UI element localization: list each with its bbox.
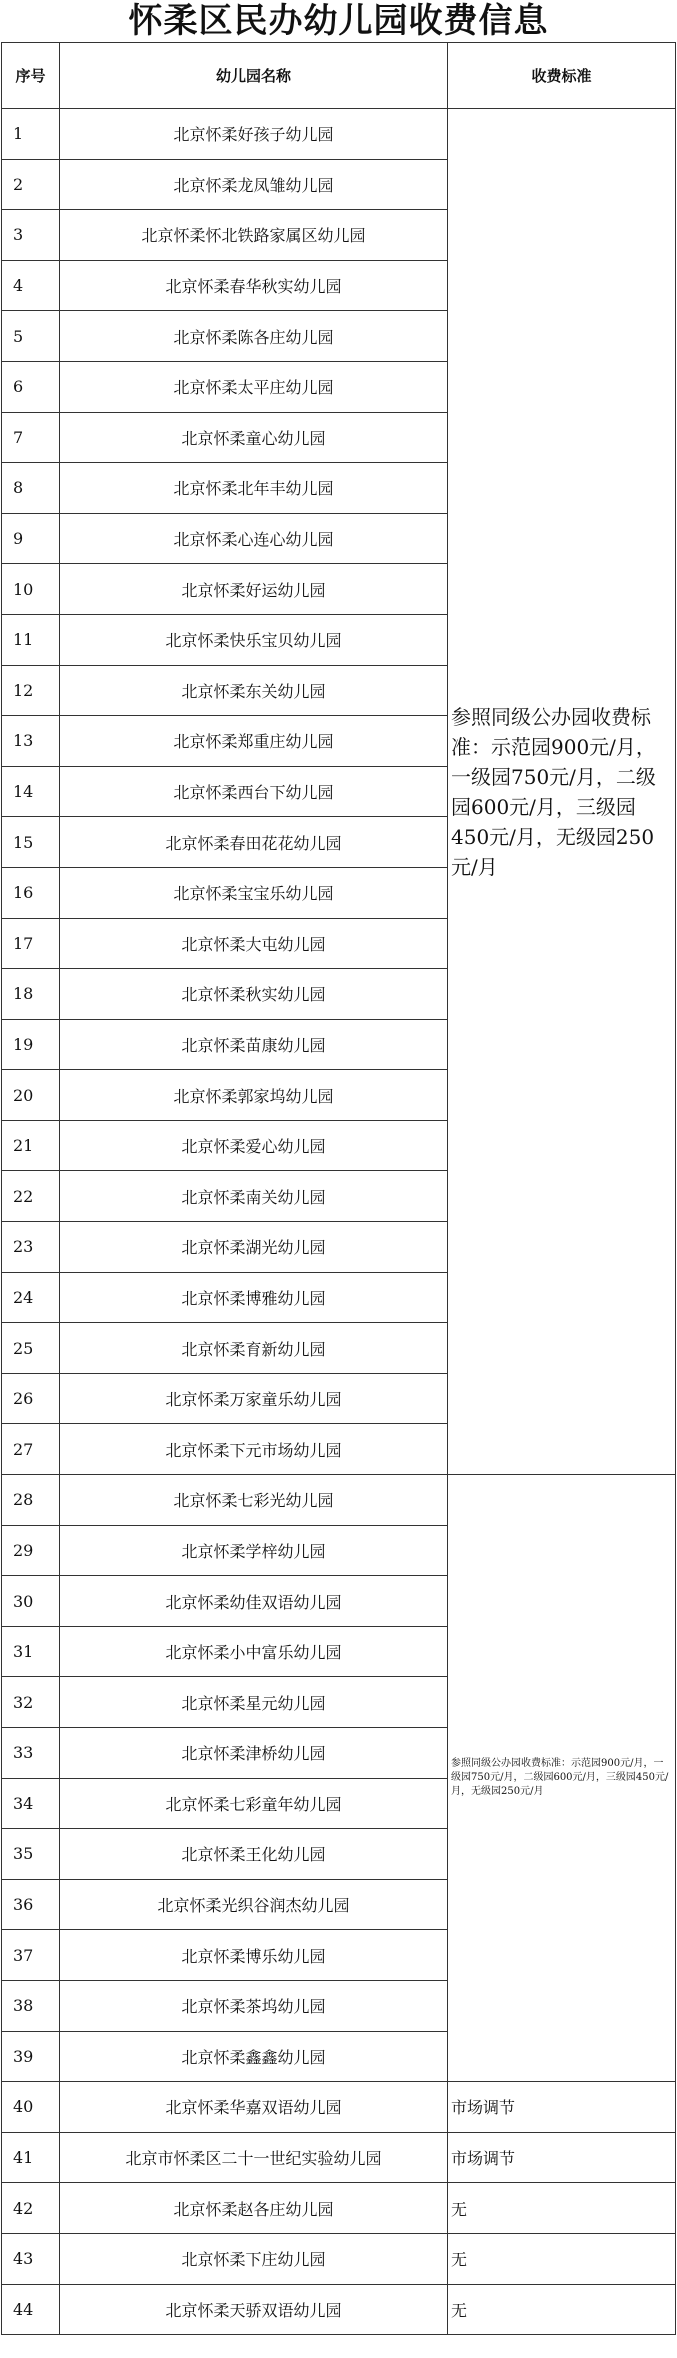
row-number: 42 (2, 2183, 60, 2234)
row-number: 14 (2, 766, 60, 817)
kindergarten-name: 北京怀柔小中富乐幼儿园 (60, 1626, 448, 1677)
table-row (2, 2183, 676, 2234)
kindergarten-name: 北京怀柔西台下幼儿园 (60, 766, 448, 817)
row-number: 16 (2, 867, 60, 918)
kindergarten-name: 北京怀柔星元幼儿园 (60, 1677, 448, 1728)
kindergarten-name: 北京怀柔东关幼儿园 (60, 665, 448, 716)
row-number: 40 (2, 2082, 60, 2133)
row-number: 23 (2, 1222, 60, 1273)
kindergarten-name: 北京怀柔万家童乐幼儿园 (60, 1373, 448, 1424)
row-number: 17 (2, 918, 60, 969)
kindergarten-name: 北京怀柔陈各庄幼儿园 (60, 311, 448, 362)
kindergarten-name: 北京怀柔好运幼儿园 (60, 564, 448, 615)
kindergarten-name: 北京怀柔秋实幼儿园 (60, 969, 448, 1020)
row-number: 24 (2, 1272, 60, 1323)
table-row (2, 2233, 676, 2284)
header-name: 幼儿园名称 (60, 43, 448, 109)
kindergarten-name: 北京怀柔龙凤雏幼儿园 (60, 159, 448, 210)
row-number: 9 (2, 513, 60, 564)
kindergarten-name: 北京怀柔博乐幼儿园 (60, 1930, 448, 1981)
row-number: 1 (2, 109, 60, 160)
row-number: 38 (2, 1980, 60, 2031)
kindergarten-name: 北京怀柔七彩童年幼儿园 (60, 1778, 448, 1829)
fee-standard: 市场调节 (448, 2082, 676, 2133)
row-number: 22 (2, 1171, 60, 1222)
fee-standard: 无 (448, 2233, 676, 2284)
kindergarten-name: 北京怀柔博雅幼儿园 (60, 1272, 448, 1323)
kindergarten-name: 北京怀柔怀北铁路家属区幼儿园 (60, 210, 448, 261)
row-number: 32 (2, 1677, 60, 1728)
kindergarten-name: 北京怀柔下元市场幼儿园 (60, 1424, 448, 1475)
kindergarten-name: 北京怀柔湖光幼儿园 (60, 1222, 448, 1273)
fee-standard: 无 (448, 2183, 676, 2234)
header-no: 序号 (2, 43, 60, 109)
kindergarten-name: 北京怀柔童心幼儿园 (60, 412, 448, 463)
row-number: 13 (2, 716, 60, 767)
row-number: 28 (2, 1475, 60, 1526)
row-number: 19 (2, 1019, 60, 1070)
fee-table (1, 42, 676, 2335)
kindergarten-name: 北京怀柔宝宝乐幼儿园 (60, 867, 448, 918)
row-number: 31 (2, 1626, 60, 1677)
table-row (2, 109, 676, 160)
kindergarten-name: 北京怀柔茶坞幼儿园 (60, 1980, 448, 2031)
row-number: 44 (2, 2284, 60, 2335)
kindergarten-name: 北京怀柔七彩光幼儿园 (60, 1475, 448, 1526)
row-number: 12 (2, 665, 60, 716)
kindergarten-name: 北京怀柔春华秋实幼儿园 (60, 260, 448, 311)
table-body (2, 109, 676, 2335)
kindergarten-name: 北京市怀柔区二十一世纪实验幼儿园 (60, 2132, 448, 2183)
row-number: 41 (2, 2132, 60, 2183)
row-number: 43 (2, 2233, 60, 2284)
row-number: 10 (2, 564, 60, 615)
row-number: 15 (2, 817, 60, 868)
fee-standard: 市场调节 (448, 2132, 676, 2183)
row-number: 39 (2, 2031, 60, 2082)
row-number: 27 (2, 1424, 60, 1475)
kindergarten-name: 北京怀柔心连心幼儿园 (60, 513, 448, 564)
row-number: 25 (2, 1323, 60, 1374)
kindergarten-name: 北京怀柔郑重庄幼儿园 (60, 716, 448, 767)
fee-standard: 无 (448, 2284, 676, 2335)
kindergarten-name: 北京怀柔爱心幼儿园 (60, 1120, 448, 1171)
kindergarten-name: 北京怀柔津桥幼儿园 (60, 1728, 448, 1779)
kindergarten-name: 北京怀柔北年丰幼儿园 (60, 463, 448, 514)
row-number: 35 (2, 1829, 60, 1880)
row-number: 30 (2, 1576, 60, 1627)
kindergarten-name: 北京怀柔下庄幼儿园 (60, 2233, 448, 2284)
kindergarten-name: 北京怀柔春田花花幼儿园 (60, 817, 448, 868)
row-number: 8 (2, 463, 60, 514)
table-row (2, 2132, 676, 2183)
fee-standard: 参照同级公办园收费标准：示范园900元/月，一级园750元/月，二级园600元/月，三级园450元/月，无级园250元/月 (448, 109, 676, 1475)
row-number: 33 (2, 1728, 60, 1779)
row-number: 2 (2, 159, 60, 210)
row-number: 5 (2, 311, 60, 362)
header-fee: 收费标准 (448, 43, 676, 109)
kindergarten-name: 北京怀柔好孩子幼儿园 (60, 109, 448, 160)
table-header-row (2, 43, 676, 109)
row-number: 34 (2, 1778, 60, 1829)
kindergarten-name: 北京怀柔王化幼儿园 (60, 1829, 448, 1880)
kindergarten-name: 北京怀柔南关幼儿园 (60, 1171, 448, 1222)
row-number: 21 (2, 1120, 60, 1171)
kindergarten-name: 北京怀柔天骄双语幼儿园 (60, 2284, 448, 2335)
kindergarten-name: 北京怀柔学梓幼儿园 (60, 1525, 448, 1576)
kindergarten-name: 北京怀柔华嘉双语幼儿园 (60, 2082, 448, 2133)
row-number: 6 (2, 361, 60, 412)
row-number: 36 (2, 1879, 60, 1930)
table-row (2, 2082, 676, 2133)
table-row (2, 1475, 676, 1526)
page-title: 怀柔区民办幼儿园收费信息 (128, 1, 549, 41)
kindergarten-name: 北京怀柔鑫鑫幼儿园 (60, 2031, 448, 2082)
kindergarten-name: 北京怀柔郭家坞幼儿园 (60, 1070, 448, 1121)
fee-standard: 参照同级公办园收费标准：示范园900元/月，一级园750元/月，二级园600元/月，三级园450元/月，无级园250元/月 (448, 1475, 676, 2082)
row-number: 18 (2, 969, 60, 1020)
kindergarten-name: 北京怀柔快乐宝贝幼儿园 (60, 614, 448, 665)
kindergarten-name: 北京怀柔苗康幼儿园 (60, 1019, 448, 1070)
row-number: 26 (2, 1373, 60, 1424)
kindergarten-name: 北京怀柔幼佳双语幼儿园 (60, 1576, 448, 1627)
row-number: 4 (2, 260, 60, 311)
kindergarten-name: 北京怀柔育新幼儿园 (60, 1323, 448, 1374)
kindergarten-name: 北京怀柔大屯幼儿园 (60, 918, 448, 969)
row-number: 20 (2, 1070, 60, 1121)
kindergarten-name: 北京怀柔太平庄幼儿园 (60, 361, 448, 412)
row-number: 11 (2, 614, 60, 665)
table-row (2, 2284, 676, 2335)
row-number: 29 (2, 1525, 60, 1576)
row-number: 3 (2, 210, 60, 261)
row-number: 37 (2, 1930, 60, 1981)
kindergarten-name: 北京怀柔赵各庄幼儿园 (60, 2183, 448, 2234)
kindergarten-name: 北京怀柔光织谷润杰幼儿园 (60, 1879, 448, 1930)
row-number: 7 (2, 412, 60, 463)
